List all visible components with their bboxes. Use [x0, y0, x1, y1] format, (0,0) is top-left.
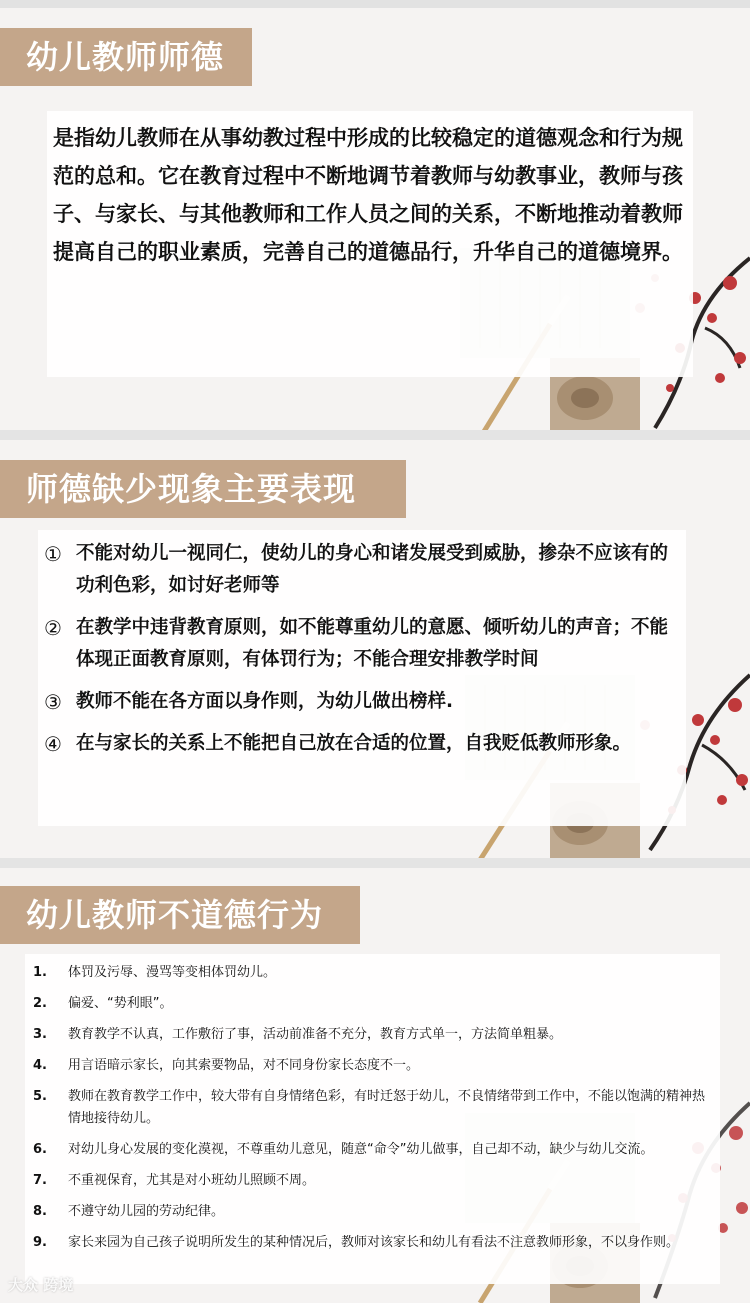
manifestation-list [38, 538, 686, 770]
item-number: 9. [33, 1235, 47, 1250]
item-text: 偏爱、“势利眼”。 [68, 996, 173, 1011]
item-number: ② [44, 616, 62, 640]
list-item [33, 1086, 713, 1130]
top-bar [0, 0, 750, 8]
list-item [33, 962, 713, 984]
item-number: ③ [44, 690, 62, 714]
content-card [47, 111, 693, 377]
section-unethical-behavior [0, 868, 750, 1303]
item-text: 在教学中违背教育原则，如不能尊重幼儿的意愿、倾听幼儿的声音；不能体现正面教育原则，有体罚行为；不能合理安排教学时间 [76, 617, 669, 670]
item-number: 5. [33, 1089, 47, 1104]
section-heading: 师德缺少现象主要表现 [0, 460, 406, 518]
item-number: 3. [33, 1027, 47, 1042]
item-text: 体罚及污辱、漫骂等变相体罚幼儿。 [68, 965, 277, 980]
content-card [38, 530, 686, 826]
item-number: 4. [33, 1058, 47, 1073]
item-text: 不重视保育，尤其是对小班幼儿照顾不周。 [68, 1173, 316, 1188]
definition-paragraph: 是指幼儿教师在从事幼教过程中形成的比较稳定的道德观念和行为规范的总和。它在教育过程中不断地调节着教师与幼教事业，教师与孩子、与家长、与其他教师和工作人员之间的关系，不断地推动着教师提高自己的职业素质，完善自己的道德品行，升华自己的道德境界。 [53, 126, 683, 264]
list-item [33, 1201, 713, 1223]
list-item [33, 1055, 713, 1077]
section-lack-of-ethics [0, 440, 750, 858]
content-card [25, 954, 720, 1284]
item-text: 不能对幼儿一视同仁，使幼儿的身心和诸发展受到威胁，掺杂不应该有的功利色彩，如讨好老师等 [76, 543, 669, 596]
list-item [33, 1232, 713, 1254]
item-number: 8. [33, 1204, 47, 1219]
section-teacher-ethics [0, 8, 750, 430]
list-item [38, 612, 686, 676]
item-text: 对幼儿身心发展的变化漠视，不尊重幼儿意见，随意“命令”幼儿做事，自己却不动，缺少与幼儿交流。 [68, 1142, 654, 1157]
item-number: ④ [44, 732, 62, 756]
item-text: 教育教学不认真，工作敷衍了事，活动前准备不充分，教育方式单一，方法简单粗暴。 [68, 1027, 563, 1042]
item-text: 在与家长的关系上不能把自己放在合适的位置，自我贬低教师形象。 [76, 733, 632, 754]
section-heading: 幼儿教师师德 [0, 28, 252, 86]
section-heading: 幼儿教师不道德行为 [0, 886, 360, 944]
section-divider [0, 858, 750, 868]
item-number: 6. [33, 1142, 47, 1157]
list-item [33, 1139, 713, 1161]
item-number: ① [44, 542, 62, 566]
item-text: 教师在教育教学工作中，较大带有自身情绪色彩，有时迁怒于幼儿，不良情绪带到工作中，不能以饱满的精神热情地接待幼儿。 [68, 1089, 706, 1126]
list-item [38, 686, 686, 718]
item-number: 2. [33, 996, 47, 1011]
item-text: 不遵守幼儿园的劳动纪律。 [68, 1204, 225, 1219]
item-number: 7. [33, 1173, 47, 1188]
item-text: 教师不能在各方面以身作则，为幼儿做出榜样. [76, 691, 454, 712]
list-item [38, 728, 686, 760]
watermark-logo: 大众 跨境 [8, 1276, 74, 1294]
list-item [33, 1024, 713, 1046]
list-item [38, 538, 686, 602]
list-item [33, 993, 713, 1015]
unethical-behavior-list [33, 962, 713, 1263]
list-item [33, 1170, 713, 1192]
item-text: 用言语暗示家长，向其索要物品，对不同身份家长态度不一。 [68, 1058, 420, 1073]
item-number: 1. [33, 965, 47, 980]
section-divider [0, 430, 750, 440]
item-text: 家长来园为自己孩子说明所发生的某种情况后，教师对该家长和幼儿有看法不注意教师形象，不以身作则。 [68, 1235, 680, 1250]
